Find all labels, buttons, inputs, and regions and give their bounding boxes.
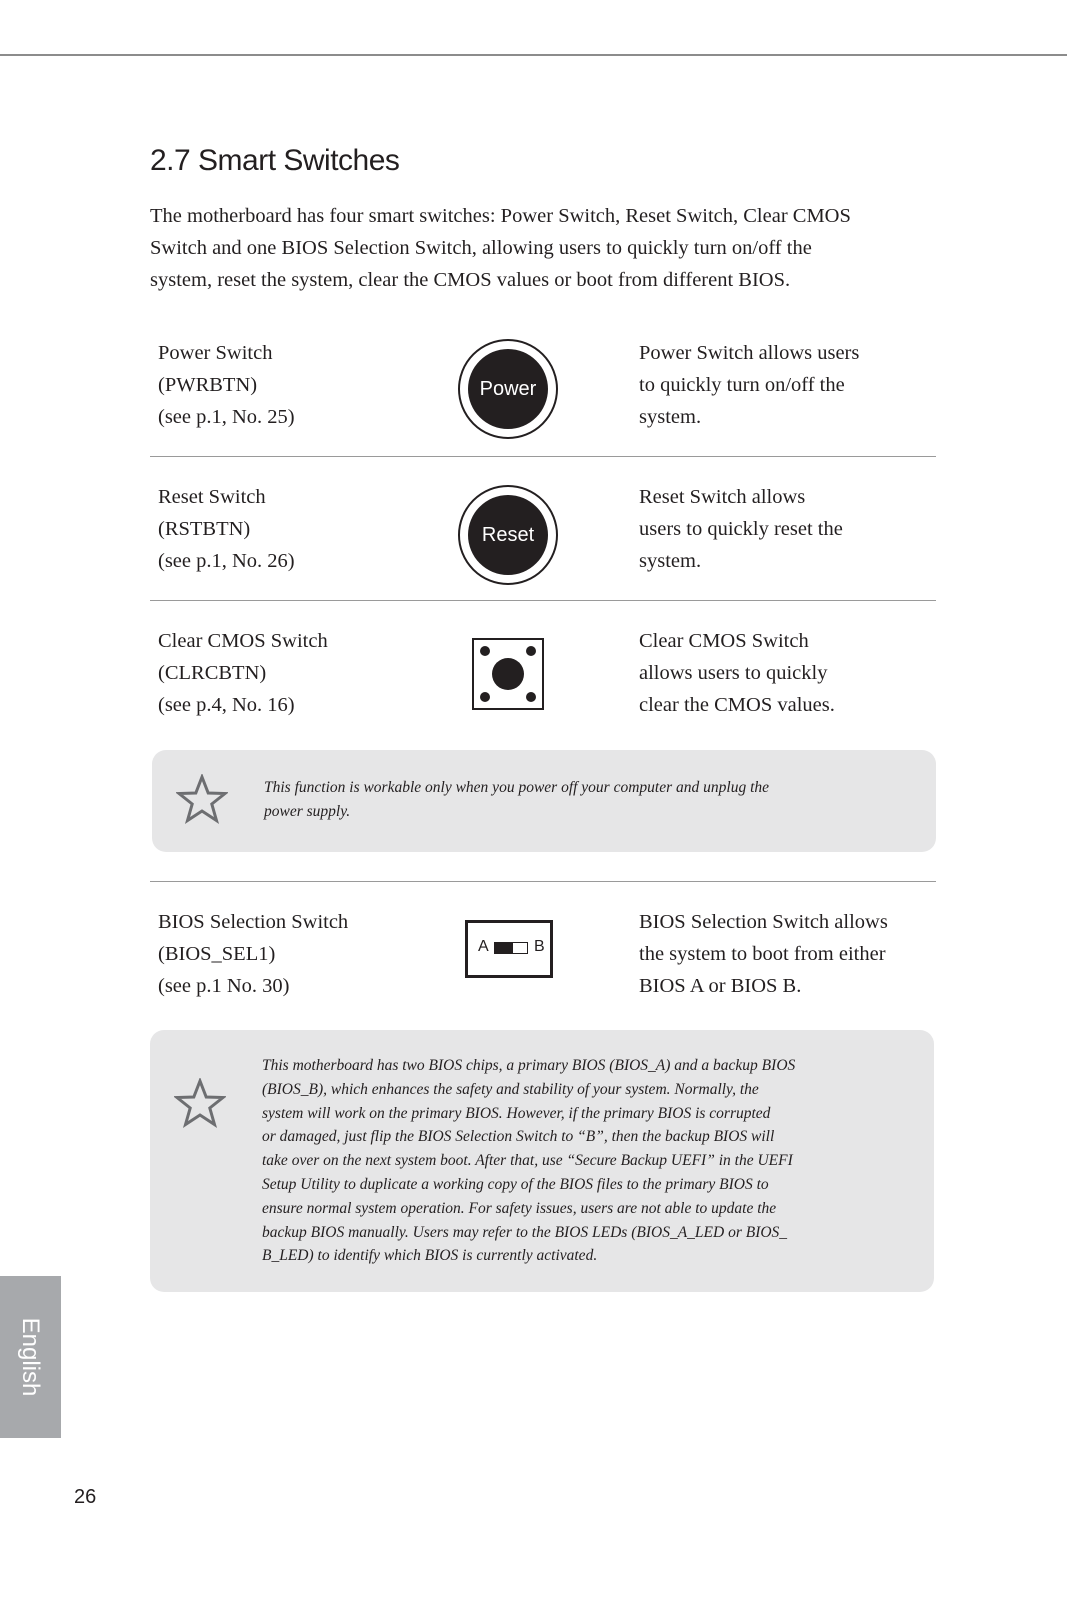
description-line: BIOS Selection Switch allows xyxy=(639,911,888,933)
row-divider xyxy=(150,456,936,457)
row-divider xyxy=(150,600,936,601)
slide-switch-icon xyxy=(465,920,553,978)
description-line: BIOS A or BIOS B. xyxy=(639,975,802,997)
note-line: take over on the next system boot. After that, use “Secure Backup UEFI” in the UEFI xyxy=(262,1152,793,1170)
round-power-button-icon xyxy=(458,339,558,439)
description-line: system. xyxy=(639,550,702,572)
note-line: Setup Utility to duplicate a working copy of the BIOS files to the primary BIOS to xyxy=(262,1175,769,1193)
bios-selection-switch-row xyxy=(150,906,936,1006)
reset-switch-row xyxy=(150,481,936,581)
switch-page-ref: (see p.1, No. 25) xyxy=(158,406,295,428)
switch-page-ref: (see p.1, No. 26) xyxy=(158,550,295,572)
tactile-switch-icon xyxy=(472,638,544,710)
slide-track xyxy=(494,942,528,954)
star-icon xyxy=(174,1078,226,1128)
switch-name: BIOS Selection Switch xyxy=(158,911,349,933)
power-switch-label xyxy=(158,337,418,433)
header-rule xyxy=(0,54,1067,56)
language-tab xyxy=(0,1276,61,1438)
switch-code: (CLRCBTN) xyxy=(158,662,267,684)
reset-switch-label xyxy=(158,481,418,577)
bios-selection-switch-description xyxy=(639,906,929,1002)
note-line: (BIOS_B), which enhances the safety and stability of your system. Normally, the xyxy=(262,1080,759,1098)
language-tab-label: English xyxy=(17,1317,44,1397)
note-line: ensure normal system operation. For safety issues, users are not able to update the xyxy=(262,1199,777,1217)
description-line: Clear CMOS Switch xyxy=(639,630,809,652)
switch-pin-dot xyxy=(480,646,490,656)
page-number: 26 xyxy=(74,1486,97,1508)
switch-code: (PWRBTN) xyxy=(158,374,258,396)
note-line: system will work on the primary BIOS. However, if the primary BIOS is corrupted xyxy=(262,1104,771,1122)
switch-name: Reset Switch xyxy=(158,486,266,508)
description-line: Reset Switch allows xyxy=(639,486,806,508)
note-line: B_LED) to identify which BIOS is currently activated. xyxy=(262,1247,598,1265)
description-line: clear the CMOS values. xyxy=(639,694,835,716)
reset-switch-description xyxy=(639,481,929,577)
intro-paragraph xyxy=(150,200,910,296)
description-line: Power Switch allows users xyxy=(639,342,860,364)
note-line: or damaged, just flip the BIOS Selection Switch to “B”, then the backup BIOS will xyxy=(262,1128,775,1146)
switch-code: (RSTBTN) xyxy=(158,518,251,540)
power-switch-description xyxy=(639,337,929,433)
switch-actuator xyxy=(492,658,524,690)
row-divider xyxy=(150,881,936,882)
clear-cmos-switch-description xyxy=(639,625,929,721)
bios-a-label: A xyxy=(478,938,489,955)
note-line: This function is workable only when you power off your computer and unplug the xyxy=(264,779,769,796)
note-line: This motherboard has two BIOS chips, a primary BIOS (BIOS_A) and a backup BIOS xyxy=(262,1057,796,1074)
power-button-label: Power xyxy=(468,349,548,429)
switch-name: Clear CMOS Switch xyxy=(158,630,328,652)
round-reset-button-icon xyxy=(458,485,558,585)
slide-knob xyxy=(495,943,513,953)
reset-button-label: Reset xyxy=(468,495,548,575)
cmos-note-box xyxy=(152,750,936,852)
power-switch-row xyxy=(150,337,936,437)
section-title: 2.7 Smart Switches xyxy=(150,144,400,177)
switch-pin-dot xyxy=(480,692,490,702)
switch-pin-dot xyxy=(526,646,536,656)
clear-cmos-switch-row xyxy=(150,625,936,725)
description-line: allows users to quickly xyxy=(639,662,828,684)
intro-line: system, reset the system, clear the CMOS values or boot from different BIOS. xyxy=(150,269,791,291)
note-line: backup BIOS manually. Users may refer to the BIOS LEDs (BIOS_A_LED or BIOS_ xyxy=(262,1223,788,1241)
note-line: power supply. xyxy=(264,802,351,820)
switch-name: Power Switch xyxy=(158,342,273,364)
bios-b-label: B xyxy=(534,938,545,955)
switch-code: (BIOS_SEL1) xyxy=(158,943,276,965)
switch-pin-dot xyxy=(526,692,536,702)
intro-line: The motherboard has four smart switches: Power Switch, Reset Switch, Clear CMOS xyxy=(150,205,851,227)
description-line: system. xyxy=(639,406,702,428)
bios-note-text xyxy=(262,1054,795,1268)
clear-cmos-switch-label xyxy=(158,625,418,721)
description-line: to quickly turn on/off the xyxy=(639,374,845,396)
star-icon xyxy=(176,774,228,824)
cmos-note-text xyxy=(264,776,769,824)
bios-note-box xyxy=(150,1030,934,1292)
switch-page-ref: (see p.4, No. 16) xyxy=(158,694,295,716)
switch-page-ref: (see p.1 No. 30) xyxy=(158,975,290,997)
bios-selection-switch-label xyxy=(158,906,418,1002)
intro-line: Switch and one BIOS Selection Switch, allowing users to quickly turn on/off the xyxy=(150,237,812,259)
description-line: the system to boot from either xyxy=(639,943,886,965)
description-line: users to quickly reset the xyxy=(639,518,843,540)
